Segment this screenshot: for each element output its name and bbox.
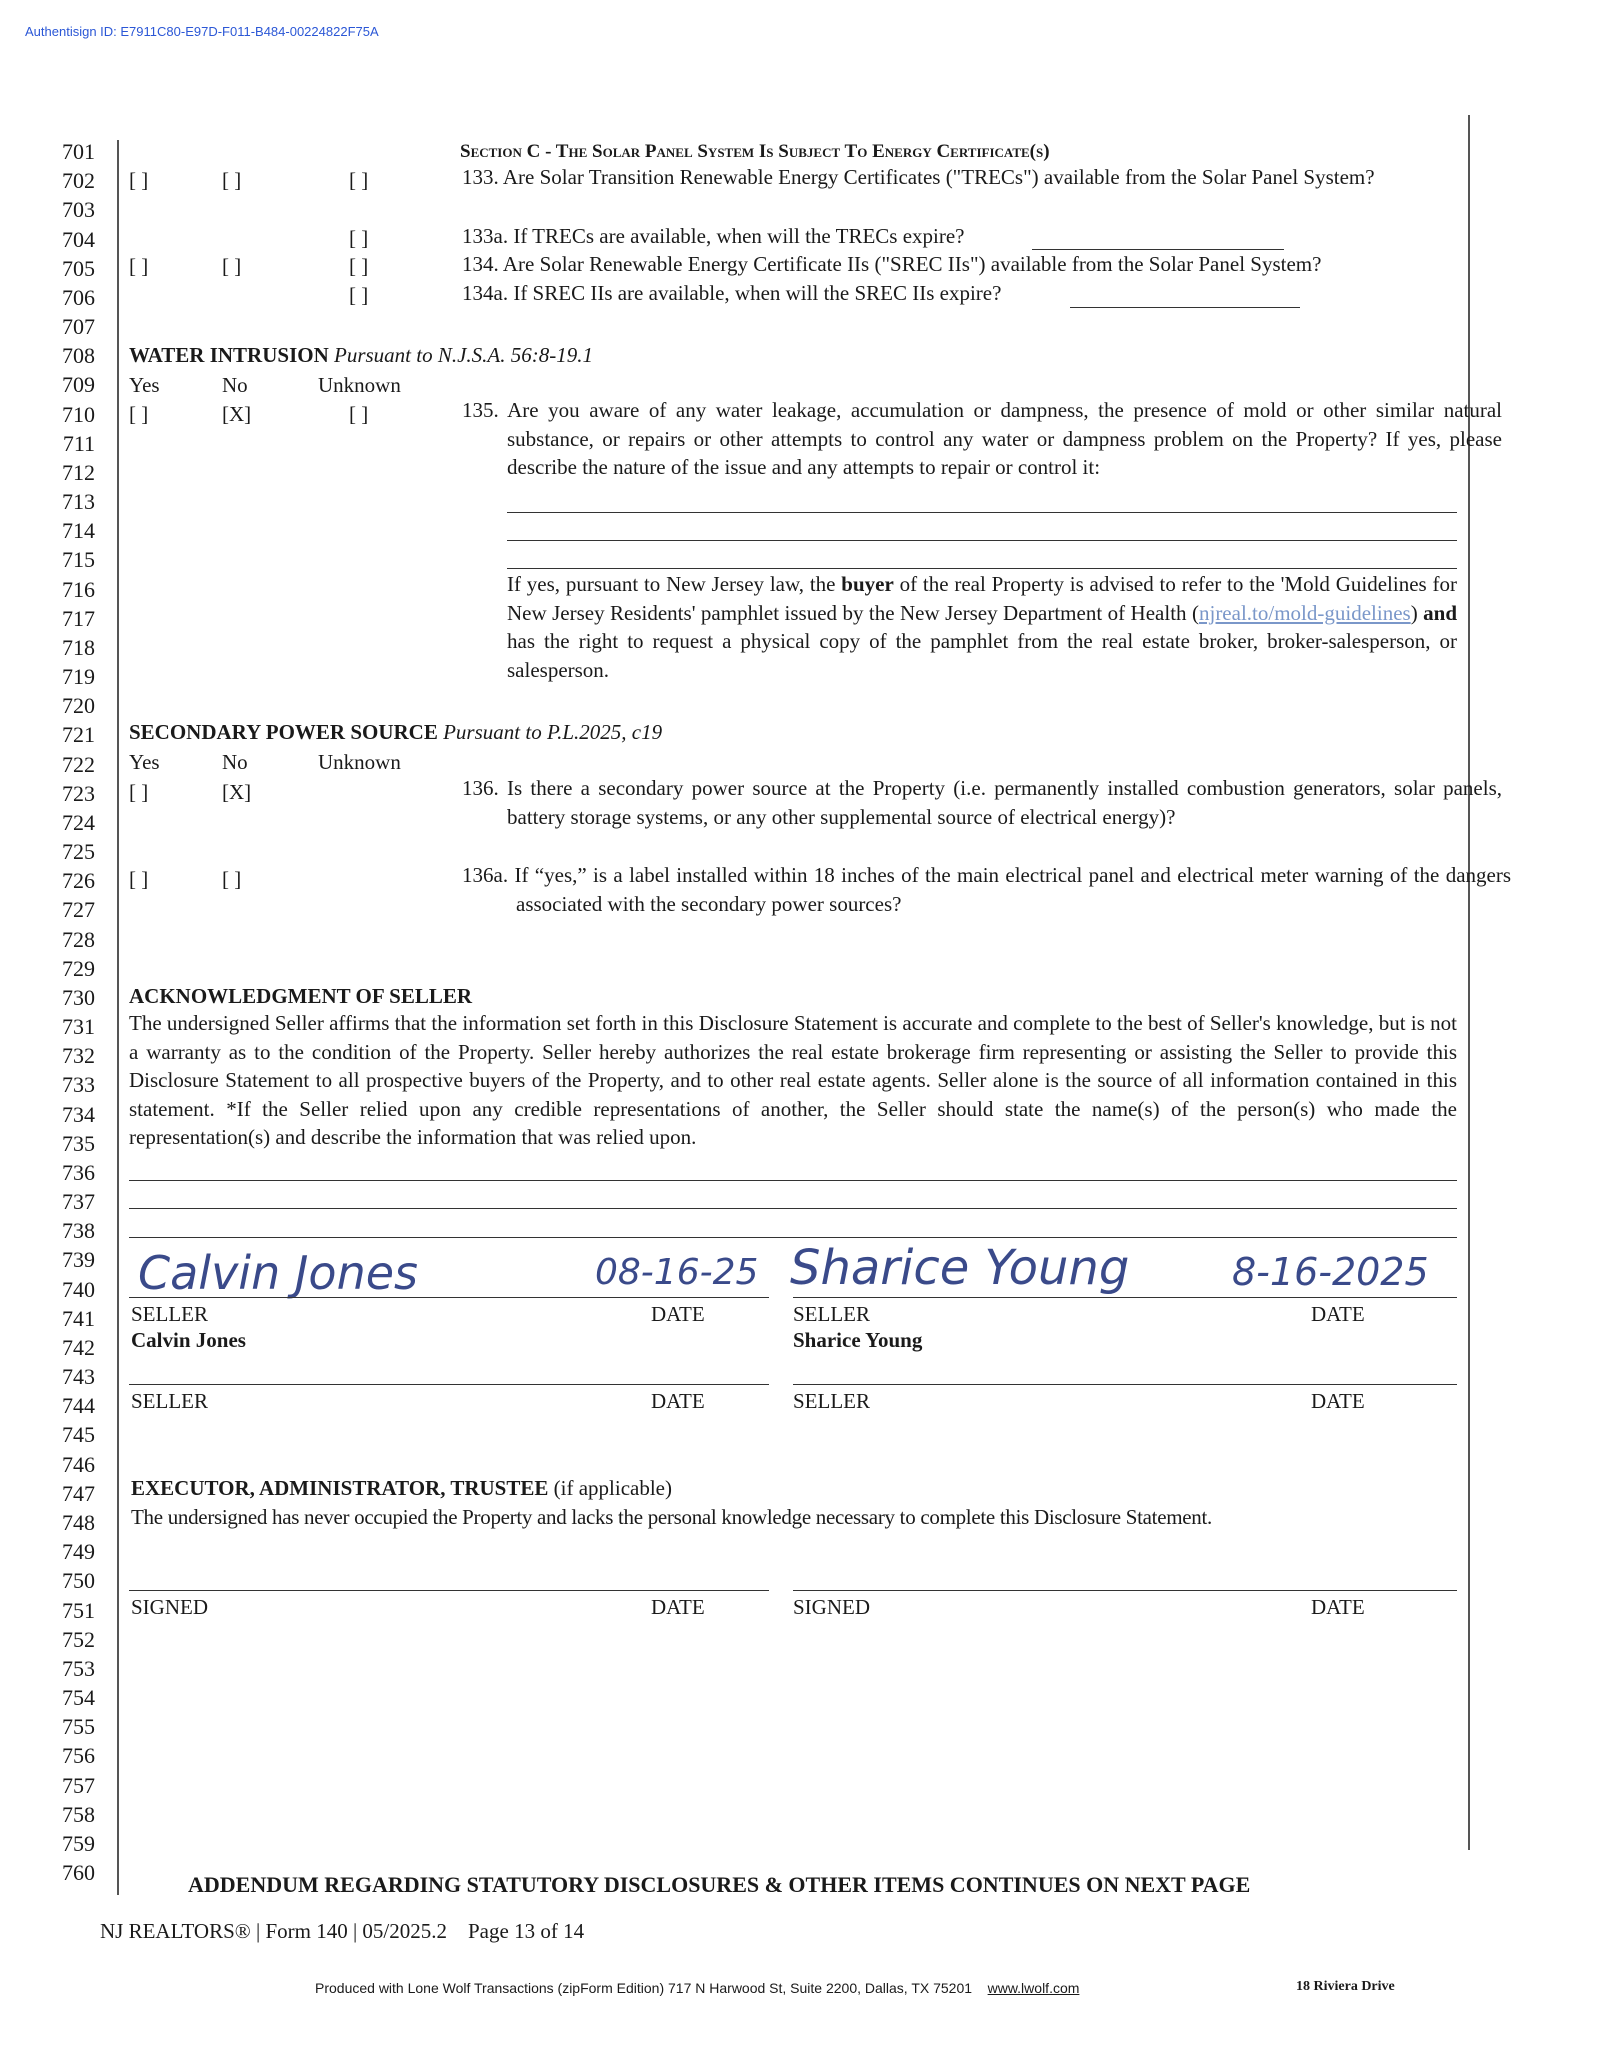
col-no-label-2: No (222, 750, 248, 774)
question-134a: 134a. If SREC IIs are available, when will the SREC IIs expire? (462, 281, 1002, 305)
line-number: 756 (62, 1743, 95, 1769)
question-134: 134. Are Solar Renewable Energy Certificate IIs ("SREC IIs") available from the Solar Panel System? (462, 252, 1322, 276)
line-number: 719 (62, 664, 95, 690)
seller3-date-label: DATE (651, 1389, 705, 1413)
executor1-signature-line[interactable] (129, 1590, 769, 1591)
line-number: 715 (62, 547, 95, 573)
line-number: 755 (62, 1714, 95, 1740)
seller1-signature-date: 08-16-25 (595, 1252, 759, 1293)
executor2-signature-line[interactable] (793, 1590, 1457, 1591)
line-number: 738 (62, 1218, 95, 1244)
line-number: 717 (62, 605, 95, 631)
executor-text: The undersigned has never occupied the Property and lacks the personal knowledge necessary to complete this Disclosure Statement. (131, 1505, 1212, 1529)
col-yes-label: Yes (129, 373, 160, 397)
line-number: 702 (62, 168, 95, 194)
checkbox-134-yes[interactable]: [ ] (129, 254, 149, 278)
seller1-label: SELLER (131, 1302, 208, 1326)
mold-guidelines-link[interactable]: njreal.to/mold-guidelines (1198, 600, 1411, 625)
line-number: 731 (62, 1014, 95, 1040)
col-yes-label-2: Yes (129, 750, 160, 774)
answer-135-line-3[interactable] (507, 568, 1457, 569)
line-number: 709 (62, 372, 95, 398)
seller2-signature: Sharice Young (790, 1240, 1130, 1296)
col-unknown-label-2: Unknown (318, 750, 401, 774)
form-identifier: NJ REALTORS® | Form 140 | 05/2025.2 Page 13 of 14 (100, 1919, 585, 1943)
signed-date-label-1: DATE (651, 1595, 705, 1619)
acknowledgment-heading: ACKNOWLEDGMENT OF SELLER (129, 984, 473, 1008)
checkbox-134a-unknown[interactable]: [ ] (349, 283, 369, 307)
checkbox-134-unknown[interactable]: [ ] (349, 254, 369, 278)
seller2-name: Sharice Young (793, 1328, 923, 1352)
line-number: 723 (62, 780, 95, 806)
checkbox-135-no[interactable]: [X] (222, 402, 252, 426)
line-number: 724 (62, 809, 95, 835)
question-135: 135. Are you aware of any water leakage, accumulation or dampness, the presence of mold or other similar natural substance, or repairs or other attempts to control any water or dampness problem on the Property? If yes, please describe the nature of the issue and any attempts to repair or control it: (462, 398, 1503, 480)
property-address: 18 Riviera Drive (1296, 1979, 1395, 1994)
line-number: 711 (62, 430, 95, 456)
continues-notice: ADDENDUM REGARDING STATUTORY DISCLOSURES & OTHER ITEMS CONTINUES ON NEXT PAGE (188, 1872, 1251, 1897)
right-margin-rule (1468, 115, 1470, 1850)
question-133a: 133a. If TRECs are available, when will the TRECs expire? (462, 224, 965, 248)
question-136: 136. Is there a secondary power source at the Property (i.e. permanently installed combustion generators, solar panels, battery storage systems, or any other supplemental source of electrical energy)? (462, 776, 1503, 829)
line-number: 730 (62, 984, 95, 1010)
acknowledgment-text: The undersigned Seller affirms that the information set forth in this Disclosure Statement is accurate and complete to the best of Seller's knowledge, but is not a warranty as to the condition of the Property. Seller hereby authorizes the real estate brokerage firm representing or assisting the Seller to provide this Disclosure Statement to all prospective buyers of the Property, and to other real estate agents. Seller alone is the source of all information contained in this statement. *If the Seller relied upon any credible representations of another, the Seller should state the name(s) of the person(s) who made the representation(s) and describe the information that was relied upon. (129, 1011, 1457, 1150)
line-number: 714 (62, 518, 95, 544)
seller1-signature: Calvin Jones (138, 1246, 418, 1300)
answer-134a-line[interactable] (1070, 307, 1300, 308)
checkbox-135-unknown[interactable]: [ ] (349, 402, 369, 426)
executor-heading: EXECUTOR, ADMINISTRATOR, TRUSTEE (if applicable) (131, 1476, 672, 1500)
question-136a: 136a. If “yes,” is a label installed within 18 inches of the main electrical panel and electrical meter warning of the dangers associated with the secondary power sources? (462, 863, 1512, 916)
line-number: 722 (62, 751, 95, 777)
checkbox-136a-yes[interactable]: [ ] (129, 867, 149, 891)
line-number: 725 (62, 839, 95, 865)
question-133: 133. Are Solar Transition Renewable Energy Certificates ("TRECs") available from the Solar Panel System? (462, 165, 1375, 189)
representation-line-3[interactable] (129, 1237, 1457, 1238)
checkbox-133-unknown[interactable]: [ ] (349, 168, 369, 192)
seller3-signature-line[interactable] (129, 1384, 769, 1385)
line-number: 713 (62, 489, 95, 515)
line-number: 718 (62, 634, 95, 660)
line-number: 760 (62, 1860, 95, 1886)
seller2-signature-line[interactable] (793, 1297, 1457, 1298)
line-number: 757 (62, 1772, 95, 1798)
line-number: 749 (62, 1539, 95, 1565)
seller1-name: Calvin Jones (131, 1328, 246, 1352)
line-number: 706 (62, 284, 95, 310)
line-number: 745 (62, 1422, 95, 1448)
checkbox-136a-no[interactable]: [ ] (222, 867, 242, 891)
line-number: 712 (62, 459, 95, 485)
line-number: 708 (62, 343, 95, 369)
line-number: 716 (62, 576, 95, 602)
line-number: 747 (62, 1480, 95, 1506)
seller3-label: SELLER (131, 1389, 208, 1413)
checkbox-134-no[interactable]: [ ] (222, 254, 242, 278)
mold-guidelines-advice: If yes, pursuant to New Jersey law, the buyer of the real Property is advised to refer to the 'Mold Guidelines for New Jersey Residents' pamphlet issued by the New Jersey Department of Health (njreal.to/mold-guidelines) and has the right to request a physical copy of the pamphlet from the real estate broker, broker-salesperson, or salesperson. (507, 572, 1458, 682)
line-number: 739 (62, 1247, 95, 1273)
seller2-label: SELLER (793, 1302, 870, 1326)
seller4-label: SELLER (793, 1389, 870, 1413)
lwolf-link[interactable]: www.lwolf.com (987, 1980, 1080, 1996)
line-number: 742 (62, 1334, 95, 1360)
seller2-signature-date: 8-16-2025 (1232, 1250, 1429, 1294)
representation-line-1[interactable] (129, 1180, 1457, 1181)
signed-label-1: SIGNED (131, 1595, 208, 1619)
representation-line-2[interactable] (129, 1208, 1457, 1209)
line-number: 751 (62, 1597, 95, 1623)
col-unknown-label: Unknown (318, 373, 401, 397)
line-number: 734 (62, 1101, 95, 1127)
answer-135-line-1[interactable] (507, 512, 1457, 513)
line-number: 704 (62, 226, 95, 252)
line-number: 701 (62, 139, 95, 164)
line-number: 736 (62, 1159, 95, 1185)
left-margin-rule (117, 140, 119, 1895)
col-no-label: No (222, 373, 248, 397)
line-number: 754 (62, 1685, 95, 1710)
line-number: 733 (62, 1072, 95, 1098)
answer-135-line-2[interactable] (507, 540, 1457, 541)
line-number: 735 (62, 1130, 95, 1156)
water-intrusion-heading: WATER INTRUSION Pursuant to N.J.S.A. 56:8-19.1 (129, 343, 593, 367)
checkbox-136-yes[interactable]: [ ] (129, 780, 149, 804)
signed-date-label-2: DATE (1311, 1595, 1365, 1619)
line-number: 703 (62, 197, 95, 223)
line-number: 720 (62, 693, 95, 719)
checkbox-133-yes[interactable]: [ ] (129, 168, 149, 192)
seller1-signature-line[interactable] (129, 1297, 769, 1298)
answer-133a-line[interactable] (1032, 249, 1284, 250)
line-number: 726 (62, 868, 95, 894)
authentisign-id: Authentisign ID: E7911C80-E97D-F011-B484-00224822F75A (25, 24, 379, 39)
line-number: 710 (62, 401, 95, 427)
seller4-signature-line[interactable] (793, 1384, 1457, 1385)
line-number: 705 (62, 255, 95, 281)
seller2-date-label: DATE (1311, 1302, 1365, 1326)
line-number: 721 (62, 722, 95, 748)
seller1-date-label: DATE (651, 1302, 705, 1326)
checkbox-133-no[interactable]: [ ] (222, 168, 242, 192)
secondary-power-heading: SECONDARY POWER SOURCE Pursuant to P.L.2025, c19 (129, 720, 663, 744)
line-number: 740 (62, 1276, 95, 1302)
checkbox-136-no[interactable]: [X] (222, 780, 252, 804)
line-number: 752 (62, 1626, 95, 1652)
solar-section-heading: Section C - The Solar Panel System Is Subject To Energy Certificate(s) (460, 141, 1050, 162)
signed-label-2: SIGNED (793, 1595, 870, 1619)
line-number: 728 (62, 926, 95, 952)
line-number: 741 (62, 1305, 95, 1331)
checkbox-135-yes[interactable]: [ ] (129, 402, 149, 426)
line-number: 743 (62, 1364, 95, 1390)
line-number: 758 (62, 1801, 95, 1827)
line-number: 746 (62, 1451, 95, 1477)
line-number: 748 (62, 1509, 95, 1535)
line-number: 759 (62, 1830, 95, 1856)
line-number: 737 (62, 1189, 95, 1215)
line-number: 729 (62, 955, 95, 981)
produced-with: Produced with Lone Wolf Transactions (zipForm Edition) 717 N Harwood St, Suite 2200, Dallas, TX 75201 www.lwolf.com (315, 1980, 1080, 1996)
seller4-date-label: DATE (1311, 1389, 1365, 1413)
line-number: 744 (62, 1393, 95, 1419)
checkbox-133a-unknown[interactable]: [ ] (349, 226, 369, 250)
line-number: 750 (62, 1568, 95, 1594)
line-number: 753 (62, 1655, 95, 1681)
line-number: 707 (62, 314, 95, 340)
line-number: 732 (62, 1043, 95, 1069)
line-number: 727 (62, 897, 95, 923)
